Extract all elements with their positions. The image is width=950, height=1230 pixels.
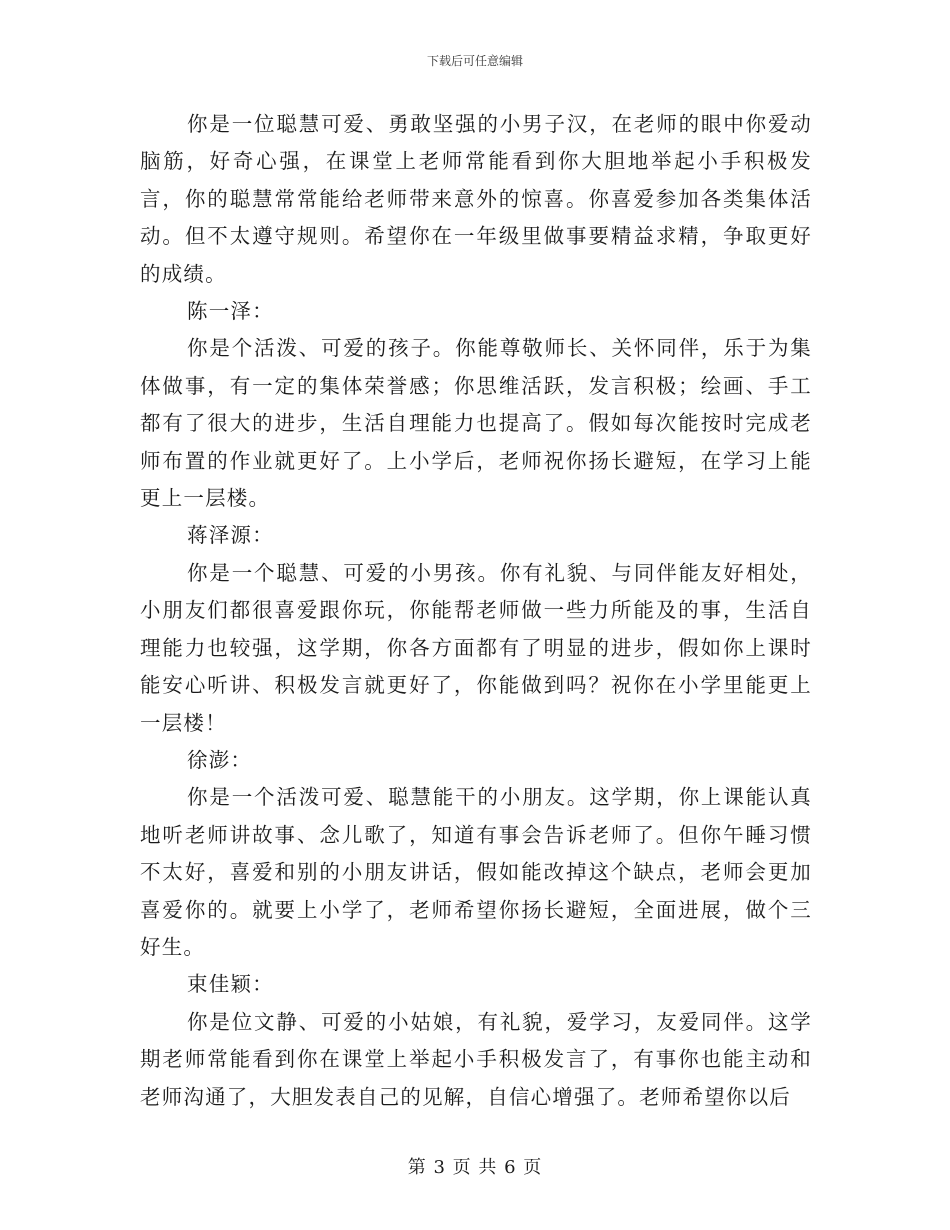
page-number: 第 3 页 共 6 页	[407, 1157, 543, 1178]
student-name: 陈一泽：	[187, 299, 274, 324]
comment-paragraph: 你是一个聪慧、可爱的小男孩。你有礼貌、与同伴能友好相处，小朋友们都很喜爱跟你玩，你能帮老师做一些力所能及的事，生活自理能力也较强，这学期，你各方面都有了明显的进步，假如你上课时能安心听讲、积极发言就更好了，你能做到吗？祝你在小学里能更上一层楼！	[140, 560, 812, 735]
page-header: 下载后可任意编辑	[426, 54, 523, 68]
comment-paragraph: 你是一位聪慧可爱、勇敢坚强的小男子汉，在老师的眼中你爱动脑筋，好奇心强，在课堂上老师常能看到你大胆地举起小手积极发言，你的聪慧常常能给老师带来意外的惊喜。你喜爱参加各类集体活动。但不太遵守规则。希望你在一年级里做事要精益求精，争取更好的成绩。	[140, 112, 812, 286]
comment-paragraph: 你是个活泼、可爱的孩子。你能尊敬师长、关怀同伴，乐于为集体做事，有一定的集体荣誉感；你思维活跃，发言积极；绘画、手工都有了很大的进步，生活自理能力也提高了。假如每次能按时完成老师布置的作业就更好了。上小学后，老师祝你扬长避短，在学习上能更上一层楼。	[140, 336, 812, 511]
comment-paragraph: 你是一个活泼可爱、聪慧能干的小朋友。这学期，你上课能认真地听老师讲故事、念儿歌了，知道有事会告诉老师了。但你午睡习惯不太好，喜爱和别的小朋友讲话，假如能改掉这个缺点，老师会更加喜爱你的。就要上小学了，老师希望你扬长避短，全面进展，做个三好生。	[140, 785, 812, 959]
student-name: 束佳颖：	[187, 972, 274, 997]
student-name: 蒋泽源：	[187, 523, 274, 548]
student-name: 徐澎：	[187, 747, 253, 772]
comment-paragraph: 你是位文静、可爱的小姑娘，有礼貌，爱学习，友爱同伴。这学期老师常能看到你在课堂上举起小手积极发言了，有事你也能主动和老师沟通了，大胆发表自己的见解，自信心增强了。老师希望你以后	[140, 1009, 812, 1109]
document-body	[140, 106, 812, 1116]
